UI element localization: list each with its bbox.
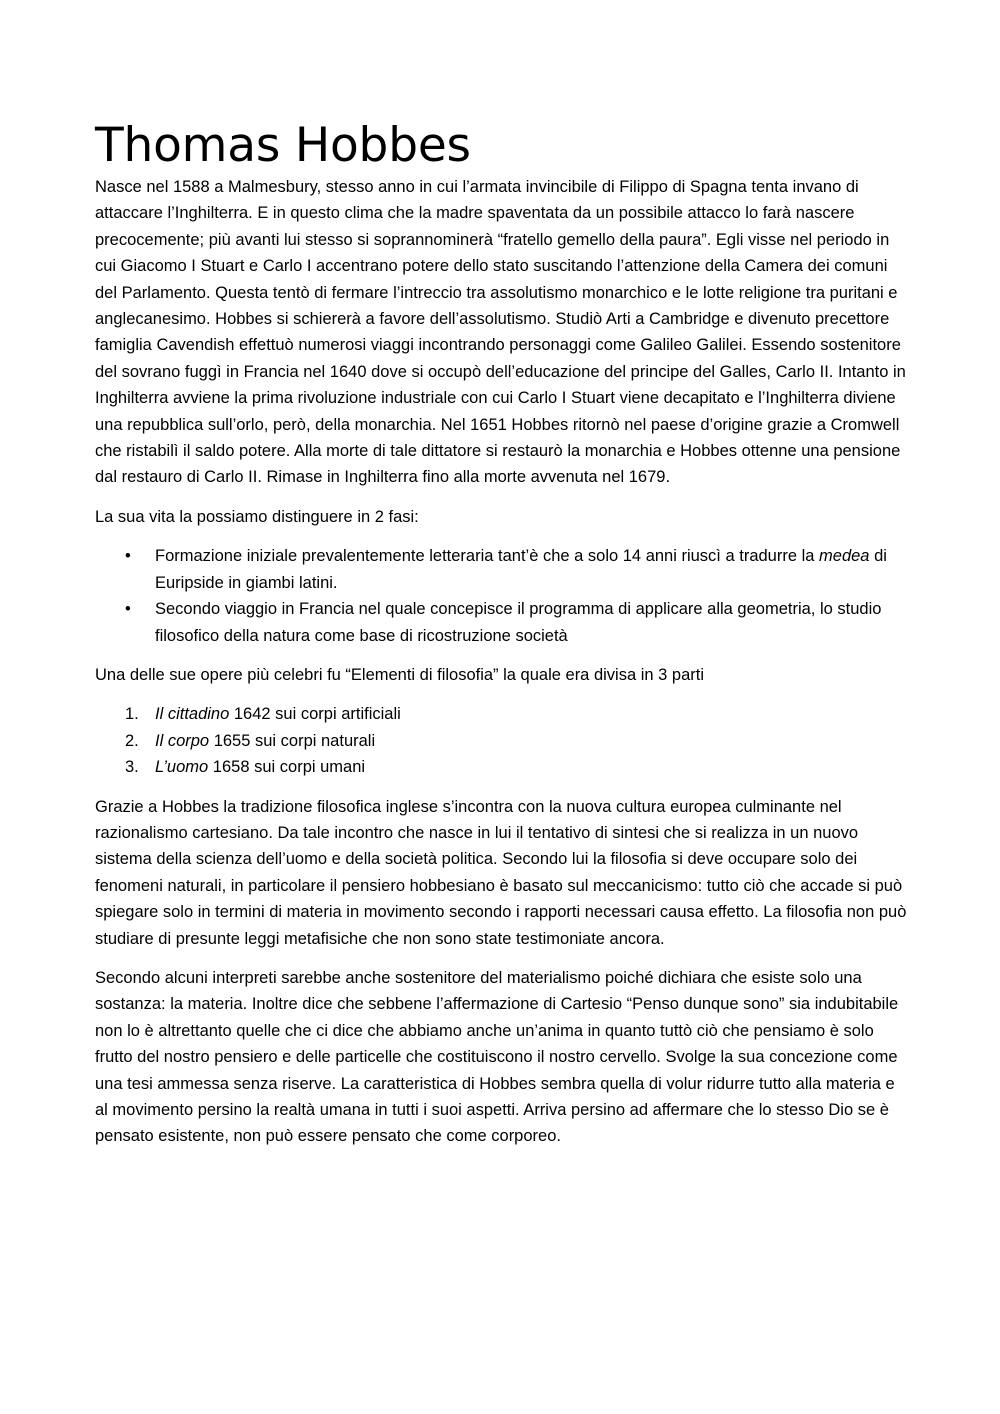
document-page xyxy=(95,118,910,1163)
list-number: 3. xyxy=(125,758,139,777)
bullet-icon: • xyxy=(125,547,131,566)
list-number: 2. xyxy=(125,731,139,750)
list-item xyxy=(125,701,910,727)
list-item-text-end: di Euripside in giambi latini. xyxy=(155,547,887,592)
paragraph-materialism: Secondo alcuni interpreti sarebbe anche sostenitore del materialismo poiché dichiara che esiste solo una sostanza: la materia. Inoltre dice che sebbene l’affermazione di Cartesio “Penso dunque sono” sia indubitabile non lo è altrettanto quelle che ci dice che abbiamo anche un’anima in quanto tuttò ciò che pensiamo è solo frutto del nostro pensiero e delle particelle che costituiscono il nostro cervello. Svolge la sua concezione come una tesi ammessa senza riserve. La caratteristica di Hobbes sembra quella di volur ridurre tutto alla materia e al movimento persino la realtà umana in tutti i suoi aspetti. Arriva persino ad affermare che lo stesso Dio se è pensato esistente, non può essere pensato che come corporeo. xyxy=(95,968,899,1146)
work-title: L’uomo xyxy=(155,758,209,777)
list-item-text: Secondo viaggio in Francia nel quale concepisce il programma di applicare alla geometria, lo studio filosofico della natura come base di ricostruzione società xyxy=(155,600,882,645)
paragraph-phases-intro: La sua vita la possiamo distinguere in 2 fasi: xyxy=(95,507,419,526)
list-item-text: Formazione iniziale prevalentemente letteraria tant’è che a solo 14 anni riuscì a tradurre la xyxy=(155,547,820,566)
bullet-icon: • xyxy=(125,600,131,619)
bullet-list-phases xyxy=(95,543,910,649)
list-item xyxy=(125,728,910,754)
paragraph-philosophy: Grazie a Hobbes la tradizione filosofica inglese s’incontra con la nuova cultura europea culminante nel razionalismo cartesiano. Da tale incontro che nasce in lui il tentativo di sintesi che si realizza in un nuovo sistema della scienza dell’uomo e della società politica. Secondo lui la filosofia si deve occupare solo dei fenomeni naturali, in particolare il pensiero hobbesiano è basato sul meccanicismo: tutto ciò che accade si può spiegare solo in termini di materia in movimento secondo i rapporti necessari causa effetto. La filosofia non può studiare di presunte leggi metafisiche che non sono state testimoniate ancora. xyxy=(95,797,907,948)
work-description: 1658 sui corpi umani xyxy=(208,758,366,777)
work-description: 1642 sui corpi artificiali xyxy=(229,705,401,724)
paragraph-biography: Nasce nel 1588 a Malmesbury, stesso anno in cui l’armata invincibile di Filippo di Spagna tenta invano di attaccare l’Inghilterra. E in questo clima che la madre spaventata da un possibile attacco lo farà nascere precocemente; più avanti lui stesso si soprannominerà “fratello gemello della paura”. Egli visse nel periodo in cui Giacomo I Stuart e Carlo I accentrano potere dello stato suscitando l’attenzione della Camera dei comuni del Parlamento. Questa tentò di fermare l’intreccio tra assolutismo monarchico e le lotte religione tra puritani e anglecanesimo. Hobbes si schiererà a favore dell’assolutismo. Studiò Arti a Cambridge e divenuto precettore famiglia Cavendish effettuò numerosi viaggi incontrando personaggi come Galileo Galilei. Essendo sostenitore del sovrano fuggì in Francia nel 1640 dove si occupò dell’educazione del principe del Galles, Carlo II. Intanto in Inghilterra avviene la prima rivoluzione industriale con cui Carlo I Stuart viene decapitato e l’Inghilterra diviene una repubblica sull’orlo, però, della monarchia. Nel 1651 Hobbes ritornò nel paese d’origine grazie a Cromwell che ristabilì il saldo potere. Alla morte di tale dittatore si restaurò la monarchia e Hobbes ottenne una pensione dal restauro di Carlo II. Rimase in Inghilterra fino alla morte avvenuta nel 1679. xyxy=(95,178,906,487)
work-title: Il cittadino xyxy=(155,705,230,724)
work-title: Il corpo xyxy=(155,731,210,750)
numbered-list-works xyxy=(95,701,910,780)
document-title: Thomas Hobbes xyxy=(95,118,471,173)
work-description: 1655 sui corpi naturali xyxy=(209,731,376,750)
document-body xyxy=(95,174,910,1150)
list-item-italic: medea xyxy=(819,547,870,566)
list-item xyxy=(125,596,910,649)
paragraph-works-intro: Una delle sue opere più celebri fu “Elementi di filosofia” la quale era divisa in 3 parti xyxy=(95,665,705,684)
list-item xyxy=(125,754,910,780)
list-number: 1. xyxy=(125,705,139,724)
list-item xyxy=(125,543,910,596)
